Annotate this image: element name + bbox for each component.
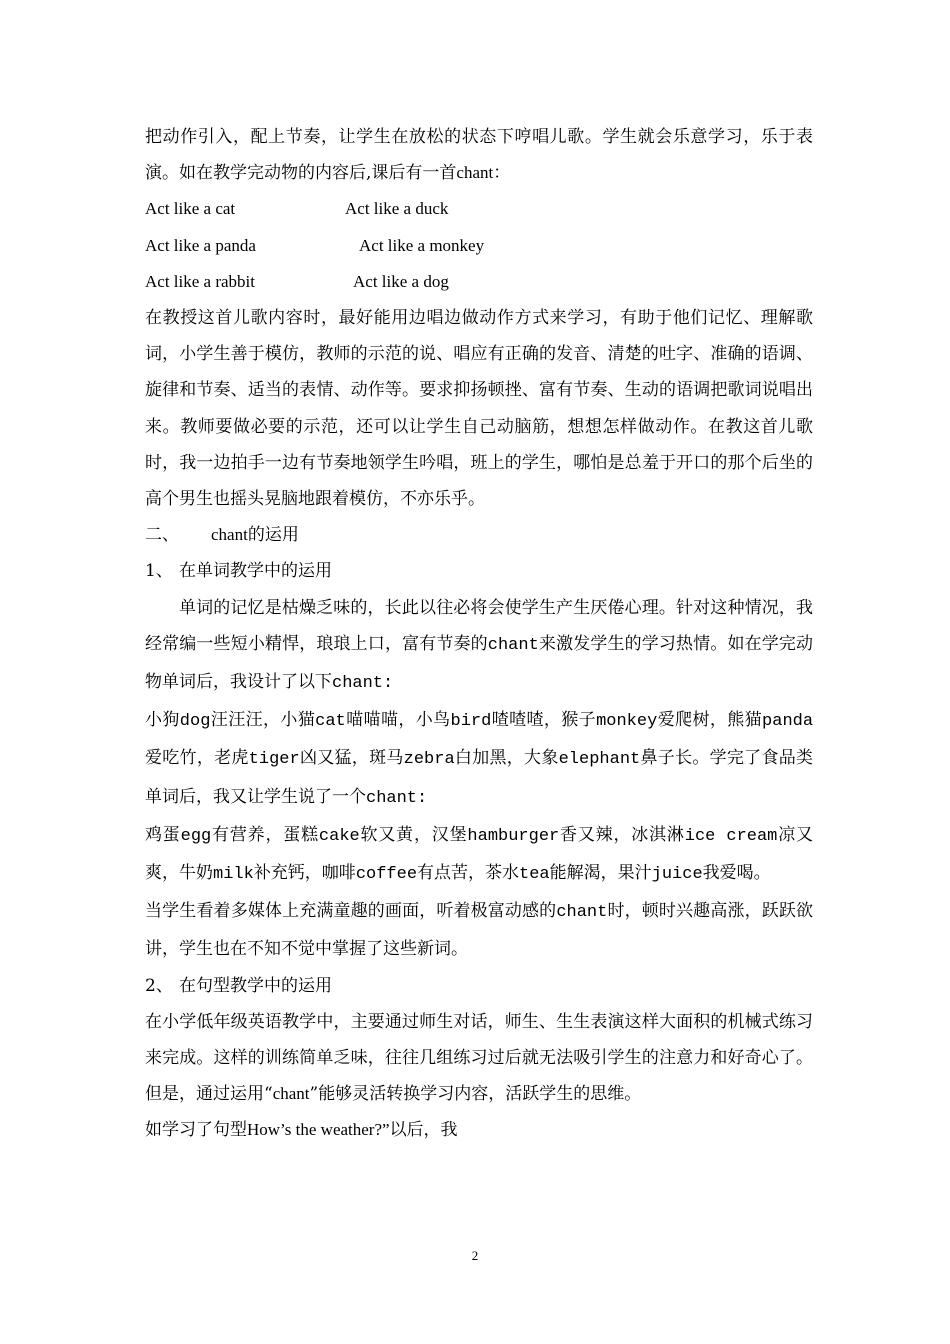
paragraph-teaching: 在教授这首儿歌内容时，最好能用边唱边做动作方式来学习，有助于他们记忆、理解歌词，小学生善于模仿，教师的示范的说、唱应有正确的发音、清楚的吐字、准确的语调、旋律和节奏、适当的表情、动作等。要求抑扬顿挫、富有节奏、生动的语调把歌词说唱出来。教师要做必要的示范，还可以让学生自己动脑筋，想想怎样做动作。在教这首儿歌时，我一边拍手一边有节奏地领学生吟唱，班上的学生，哪怕是总羞于开口的那个后坐的高个男生也摇头晃脑地跟着模仿，不亦乐乎。 xyxy=(145,308,813,510)
document-body xyxy=(145,119,813,1149)
paragraph-vocab: 单词的记忆是枯燥乏味的，长此以往必将会使学生产生厌倦心理。针对这种情况，我经常编一些短小精悍，琅琅上口，富有节奏的chant来激发学生的学习热情。如在学完动物单词后，我设计了以下chant: xyxy=(145,597,814,694)
chant-row xyxy=(145,228,813,264)
page-number: 2 xyxy=(471,1248,479,1263)
paragraph-animal-chant: 小狗dog汪汪汪，小猫cat喵喵喵，小鸟bird喳喳喳，猴子monkey爱爬树，熊猫panda爱吃竹，老虎tiger凶又猛，斑马zebra白加黑，大象elephant鼻子长。学完了食品类单词后，我又让学生说了一个chant: xyxy=(145,710,814,808)
paragraph-multimedia: 当学生看着多媒体上充满童趣的画面，听着极富动感的chant时，顿时兴趣高涨，跃跃欲讲，学生也在不知不觉中掌握了这些新词。 xyxy=(145,901,814,960)
chant-row xyxy=(145,191,813,227)
subsection-title: 在单词教学中的运用 xyxy=(179,561,332,582)
paragraph-intro: 把动作引入，配上节奏，让学生在放松的状态下哼唱儿歌。学生就会乐意学习，乐于表演。如在教学完动物的内容后,课后有一首chant： xyxy=(145,127,813,184)
subsection-number: 1、 xyxy=(145,561,173,582)
subsection-number: 2、 xyxy=(145,975,173,996)
chant-right: Act like a duck xyxy=(345,199,449,219)
chant-left: Act like a rabbit xyxy=(145,271,255,291)
chant-left: Act like a cat xyxy=(145,199,236,219)
chant-right: Act like a dog xyxy=(353,271,449,291)
section-number: 二、 xyxy=(145,525,179,546)
subsection-heading xyxy=(145,553,813,589)
chant-row xyxy=(145,264,813,300)
paragraph-food-chant: 鸡蛋egg有营养，蛋糕cake软又黄，汉堡hamburger香又辣，冰淇淋ice cream凉又爽，牛奶milk补充钙，咖啡coffee有点苦，茶水tea能解渴，果汁juice我爱喝。 xyxy=(145,824,814,885)
subsection-heading xyxy=(145,968,813,1004)
section-heading: 二、 chant的运用 xyxy=(145,517,813,553)
paragraph-weather: 如学习了句型How’s the weather?”以后，我 xyxy=(145,1120,458,1141)
chant-right: Act like a monkey xyxy=(359,235,485,255)
chant-left: Act like a panda xyxy=(145,235,256,255)
subsection-title: 在句型教学中的运用 xyxy=(179,975,332,996)
paragraph-sentence: 在小学低年级英语教学中，主要通过师生对话，师生、生生表演这样大面积的机械式练习来完成。这样的训练简单乏味，往往几组练习过后就无法吸引学生的注意力和好奇心了。但是，通过运用“chant”能够灵活转换学习内容，活跃学生的思维。 xyxy=(145,1011,813,1105)
